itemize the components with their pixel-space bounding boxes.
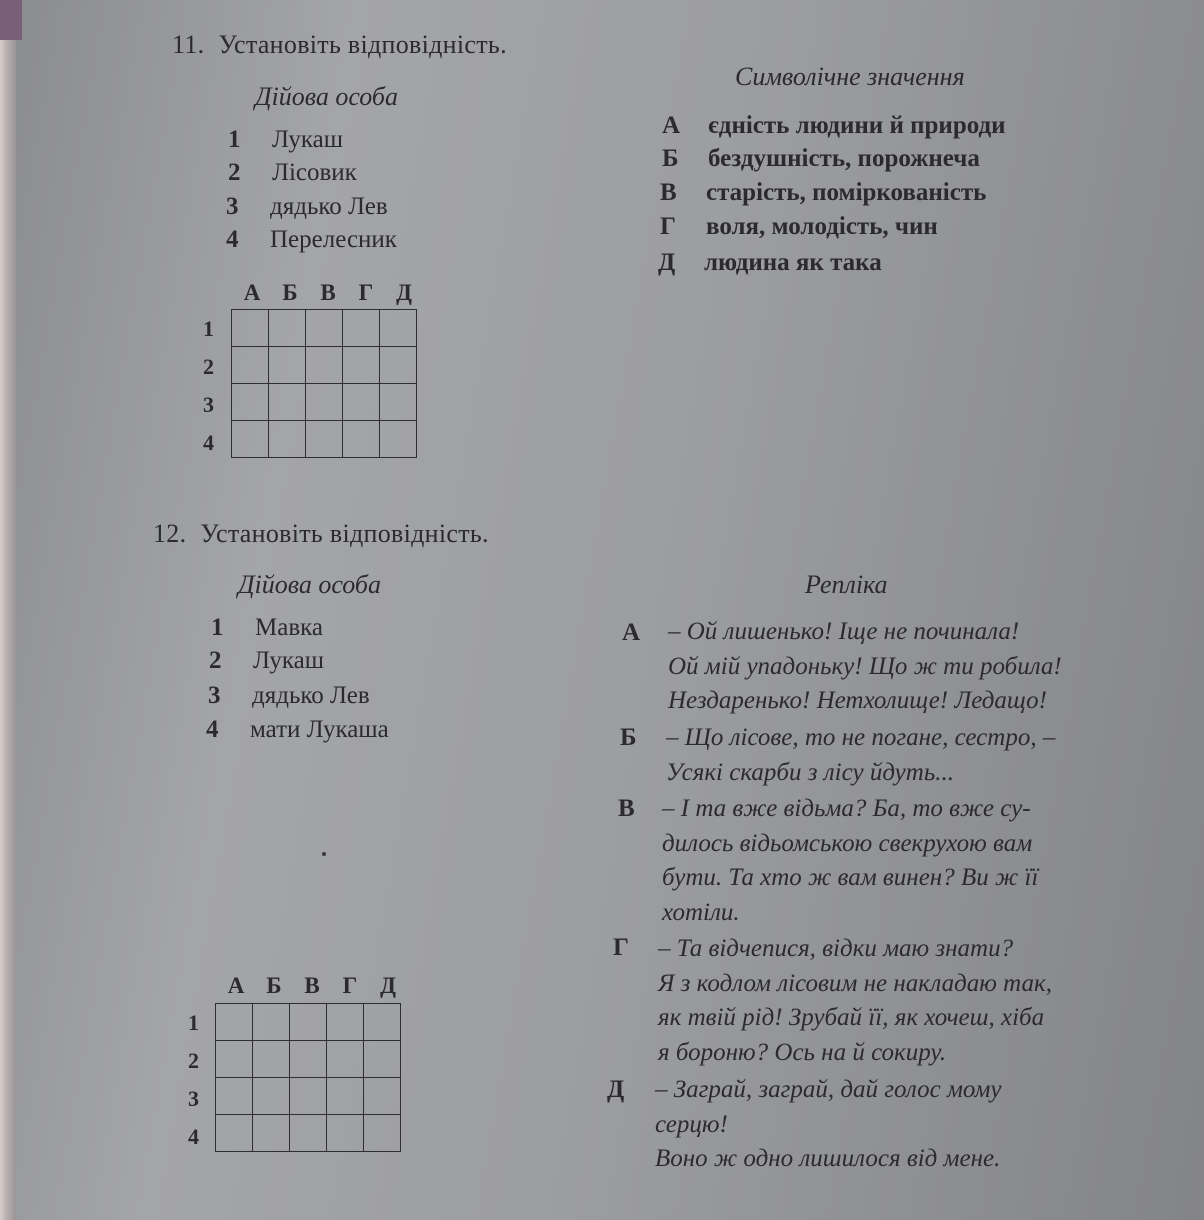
answer-cell[interactable] [327,1078,364,1115]
q11-right-heading: Символічне значення [735,62,965,91]
answer-cell[interactable] [253,1004,290,1041]
question-11-title [172,30,507,60]
question-number: 12. [153,519,187,548]
answer-cell[interactable] [290,1004,327,1041]
question-number: 11. [172,30,205,59]
q11-option-b: Б бездушність, порожнеча [662,145,980,172]
page-edge [0,0,16,1220]
q11-option-d: Д людина як така [658,249,882,276]
answer-cell[interactable] [216,1041,253,1078]
q12-replica-h-letter: Г [613,934,629,961]
answer-cell[interactable] [327,1004,364,1041]
q12-grid-column-headers: А Б В Г Д [227,973,396,998]
q12-replica-a-letter: А [622,619,641,646]
answer-cell[interactable] [380,421,417,458]
question-12-title [153,519,489,549]
answer-cell[interactable] [269,310,306,347]
q11-left-heading: Дійова особа [255,82,398,111]
q12-replica-d-letter: Д [607,1076,625,1103]
answer-cell[interactable] [216,1115,253,1152]
answer-cell[interactable] [216,1078,253,1115]
answer-cell[interactable] [232,421,269,458]
q12-replica-a: – Ой лишенько! Іще не починала! Ой мій упадоньку! Що ж ти робила! Нездаренько! Нетхолище! Ледащо! [668,618,1062,714]
q12-replica-d: – Заграй, заграй, дай голос мому серцю! Воно ж одно лишилося від мене. [655,1076,1002,1172]
answer-cell[interactable] [327,1115,364,1152]
speck [322,852,326,856]
answer-cell[interactable] [327,1041,364,1078]
answer-cell[interactable] [306,347,343,384]
q12-replica-v: – І та вже відьма? Ба, то вже су- дилось відьомською свекрухою вам бути. Та хто ж вам винен? Ви ж її хотіли. [662,795,1039,926]
answer-cell[interactable] [364,1041,401,1078]
answer-cell[interactable] [364,1115,401,1152]
answer-cell[interactable] [269,347,306,384]
answer-cell[interactable] [306,384,343,421]
q11-option-v: В старість, поміркованість [660,179,987,206]
answer-cell[interactable] [364,1004,401,1041]
q11-person-1: 1 Лукаш [228,126,343,153]
q11-grid-column-headers: А Б В Г Д [243,280,412,305]
answer-cell[interactable] [232,384,269,421]
q12-person-1: 1 Мавка [211,614,323,641]
q12-person-3: 3 дядько Лев [208,682,370,709]
q12-person-2: 2 Лукаш [209,647,324,674]
answer-cell[interactable] [380,384,417,421]
answer-cell[interactable] [216,1004,253,1041]
answer-cell[interactable] [290,1115,327,1152]
answer-cell[interactable] [343,384,380,421]
q11-person-3: 3 дядько Лев [226,193,388,220]
answer-cell[interactable] [253,1115,290,1152]
q12-replica-v-letter: В [618,795,635,822]
answer-cell[interactable] [306,421,343,458]
q11-option-a: А єдність людини й природи [662,112,1006,139]
question-text: Установіть відповідність. [218,30,507,59]
answer-cell[interactable] [306,310,343,347]
answer-cell[interactable] [269,421,306,458]
answer-cell[interactable] [232,347,269,384]
q12-left-heading: Дійова особа [238,570,381,599]
book-cover-corner [0,0,22,40]
answer-cell[interactable] [343,421,380,458]
q12-right-heading: Репліка [805,570,888,599]
q12-answer-grid [215,1003,401,1152]
answer-cell[interactable] [269,384,306,421]
q12-replica-b-letter: Б [620,724,637,751]
q12-grid-row-labels: 1 2 3 4 [188,1010,199,1149]
answer-cell[interactable] [380,347,417,384]
q12-replica-h: – Та відчепися, відки маю знати? Я з кодлом лісовим не накладаю так, як твій рід! Зрубай її, як хочеш, хіба я бороню? Ось на й сокиру. [658,935,1052,1066]
answer-cell[interactable] [364,1078,401,1115]
q11-person-4: 4 Перелесник [226,226,397,253]
q12-person-4: 4 мати Лукаша [206,716,389,743]
q11-answer-grid [231,309,417,458]
answer-cell[interactable] [253,1041,290,1078]
answer-cell[interactable] [290,1078,327,1115]
q11-option-h: Г воля, молодість, чин [660,213,938,240]
q11-grid-row-labels: 1 2 3 4 [203,316,214,455]
answer-cell[interactable] [232,310,269,347]
answer-cell[interactable] [343,310,380,347]
answer-cell[interactable] [253,1078,290,1115]
q11-person-2: 2 Лісовик [228,159,357,186]
question-text: Установіть відповідність. [200,519,489,548]
answer-cell[interactable] [290,1041,327,1078]
answer-cell[interactable] [343,347,380,384]
q12-replica-b: – Що лісове, то не погане, сестро, – Усякі скарби з лісу йдуть... [666,724,1056,786]
answer-cell[interactable] [380,310,417,347]
